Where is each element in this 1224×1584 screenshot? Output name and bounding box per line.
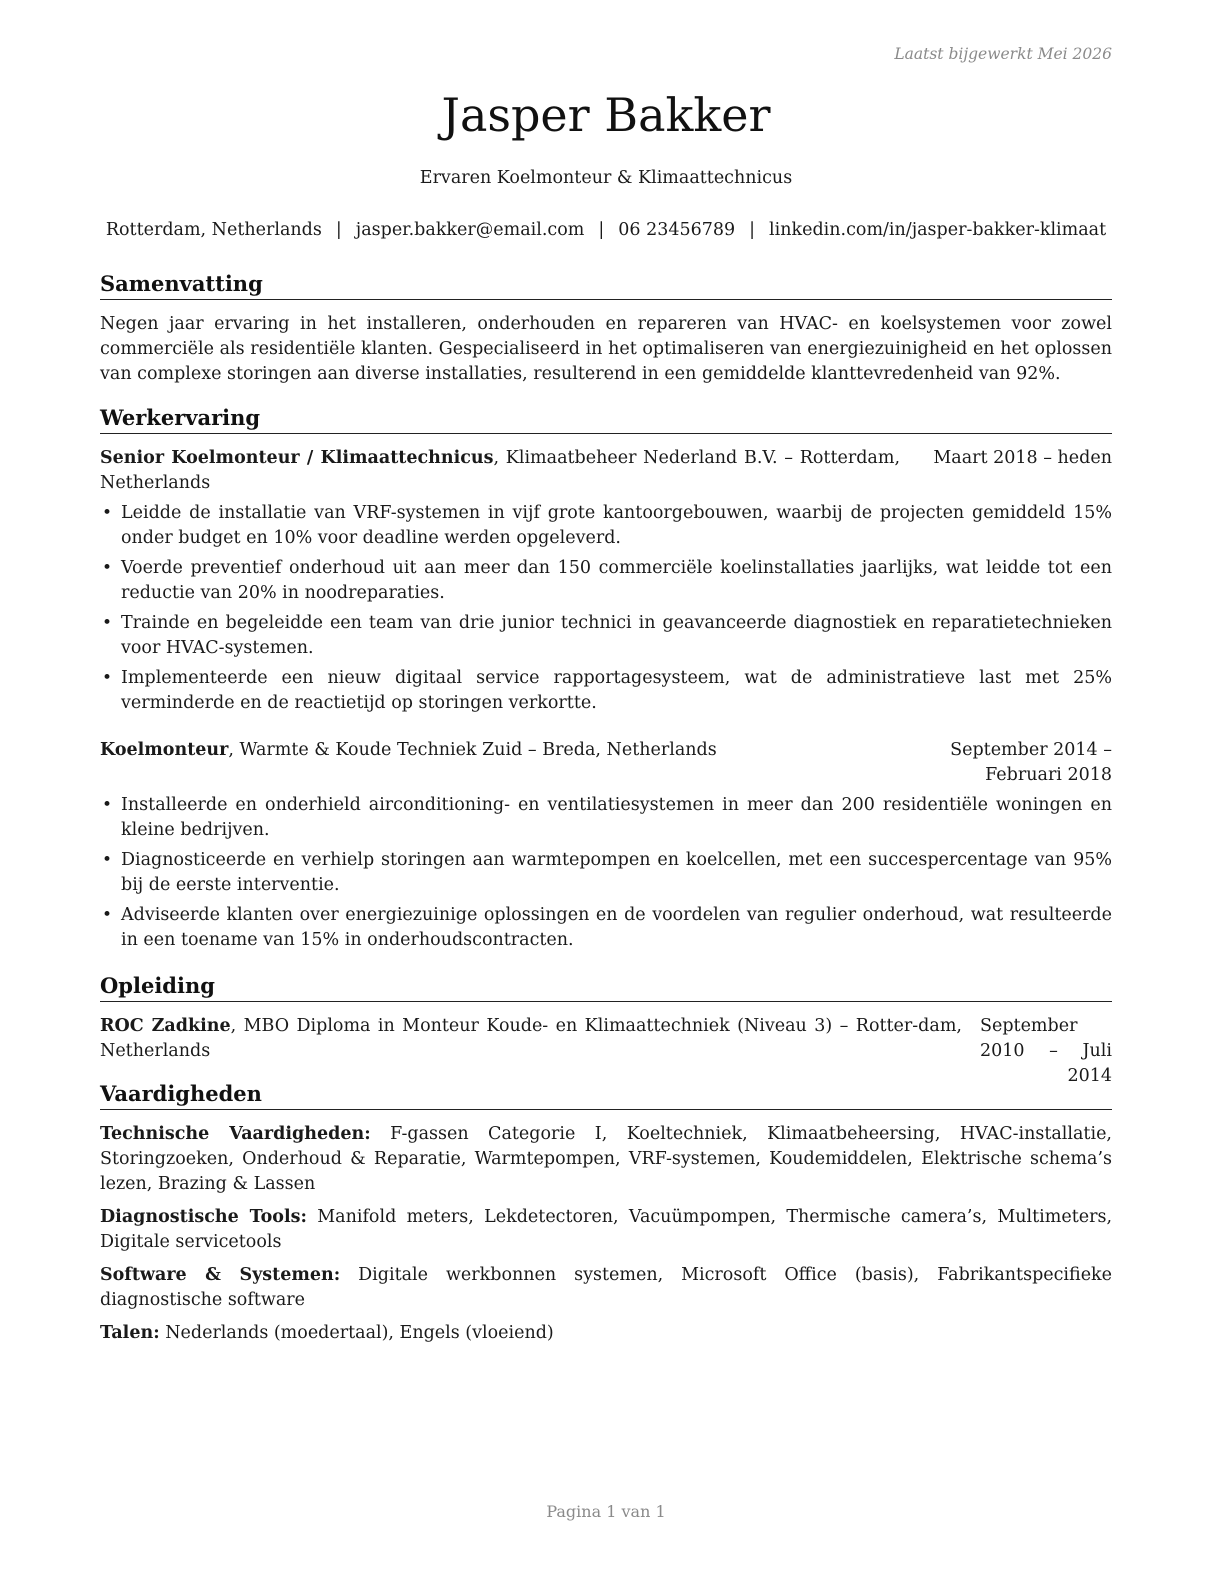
summary-heading: Samenvatting	[100, 270, 1112, 300]
skill-value: F-gassen Categorie I, Koeltechniek, Klimaatbeheersing, HVAC-installatie, Storingzoeken, Onderhoud & Reparatie, Warmtepompen, VRF-systemen, Koudemiddelen, Elektrische schema’s lezen, Brazing & Lassen	[100, 1124, 1112, 1195]
education-entry	[100, 1014, 1112, 1089]
education-school-detail	[100, 1014, 962, 1064]
job-company: , Klimaatbeheer Nederland B.V. – Rotterdam, Netherlands	[100, 448, 901, 494]
bullet-icon: •	[102, 905, 113, 926]
job-role: Koelmonteur	[100, 740, 229, 761]
skill-value: Manifold meters, Lekdetectoren, Vacuümpompen, Thermische camera’s, Multimeters, Digitale servicetools	[100, 1207, 1113, 1253]
list-item	[100, 556, 1112, 606]
education-heading: Opleiding	[100, 972, 1112, 1002]
skill-row	[100, 1321, 1112, 1346]
job-company: , Warmte & Koude Techniek Zuid – Breda, Netherlands	[228, 740, 717, 761]
list-item	[100, 848, 1112, 898]
bullet-text: Implementeerde een nieuw digitaal service rapportagesysteem, wat de administratieve last met 25% verminderde en de reactietijd op storingen verkortte.	[121, 668, 1112, 714]
skill-label: Software & Systemen:	[100, 1265, 341, 1286]
education-section	[100, 972, 1112, 1089]
education-detail: , MBO Diploma in Monteur Koude- en Klimaattechniek (Niveau 3) – Rotter-dam, Netherlands	[100, 1016, 962, 1062]
experience-section	[100, 404, 1112, 958]
list-item	[100, 666, 1112, 716]
bullet-icon: •	[102, 850, 113, 871]
bullet-icon: •	[102, 503, 113, 524]
job-role: Senior Koelmonteur / Klimaattechnicus	[100, 448, 494, 469]
contact-separator: |	[335, 220, 342, 240]
skills-section	[100, 1080, 1112, 1346]
skill-row	[100, 1263, 1112, 1313]
job-title-company	[100, 446, 900, 496]
bullet-text: Diagnosticeerde en verhielp storingen aan warmtepompen en koelcellen, met een succespercentage van 95% bij de eerste interventie.	[121, 850, 1112, 896]
skill-value: Nederlands (moedertaal), Engels (vloeiend)	[159, 1323, 554, 1344]
job-bullets	[100, 501, 1112, 716]
contact-location: Rotterdam, Netherlands	[105, 220, 322, 240]
bullet-text: Adviseerde klanten over energiezuinige oplossingen en de voordelen van regulier onderhoud, wat resulteerde in een toename van 15% in onderhoudscontracten.	[121, 905, 1112, 951]
last-updated-note: Laatst bijgewerkt Mei 2026	[894, 45, 1112, 63]
experience-heading: Werkervaring	[100, 404, 1112, 434]
contact-separator: |	[749, 220, 756, 240]
job-header	[100, 446, 1112, 496]
contact-linkedin[interactable]: linkedin.com/in/jasper-bakker-klimaat	[769, 220, 1107, 240]
contact-phone[interactable]: 06 23456789	[618, 220, 736, 240]
job-entry	[100, 446, 1112, 716]
contact-email[interactable]: jasper.bakker@email.com	[355, 220, 585, 240]
bullet-icon: •	[102, 795, 113, 816]
contact-separator: |	[598, 220, 605, 240]
job-dates: September 2014 – Februari 2018	[950, 740, 1112, 786]
education-dates: September 2010 – Juli 2014	[980, 1016, 1112, 1087]
list-item	[100, 501, 1112, 551]
list-item	[100, 793, 1112, 843]
job-dates: Maart 2018 – heden	[933, 448, 1112, 469]
education-header	[100, 1014, 1112, 1089]
skill-label: Technische Vaardigheden:	[100, 1124, 371, 1145]
skill-value: Digitale werkbonnen systemen, Microsoft Office (basis), Fabrikantspecifieke diagnostische software	[100, 1265, 1113, 1311]
education-school: ROC Zadkine	[100, 1016, 231, 1037]
skill-label: Diagnostische Tools:	[100, 1207, 307, 1228]
candidate-name: Jasper Bakker	[441, 88, 771, 142]
job-entry	[100, 738, 1112, 953]
page-number: Pagina 1 van 1	[546, 1502, 666, 1521]
resume-page	[100, 0, 1112, 1584]
candidate-headline: Ervaren Koelmonteur & Klimaattechnicus	[419, 168, 793, 188]
list-item	[100, 903, 1112, 953]
skill-label: Talen:	[100, 1323, 160, 1344]
bullet-text: Leidde de installatie van VRF-systemen in vijf grote kantoorgebouwen, waarbij de projecten gemiddeld 15% onder budget en 10% voor deadline werden opgeleverd.	[121, 503, 1112, 549]
bullet-text: Trainde en begeleidde een team van drie junior technici in geavanceerde diagnostiek en reparatietechnieken voor HVAC-systemen.	[121, 613, 1112, 659]
bullet-icon: •	[102, 558, 113, 579]
job-title-company	[100, 738, 862, 763]
bullet-icon: •	[102, 613, 113, 634]
skill-row	[100, 1122, 1112, 1197]
skill-row	[100, 1205, 1112, 1255]
summary-text: Negen jaar ervaring in het installeren, onderhouden en repareren van HVAC- en koelsystemen voor zowel commerciële als residentiële klanten. Gespecialiseerd in het optimaliseren van energiezuinigheid en het oplossen van complexe storingen aan diverse installaties, resulterend in een gemiddelde klanttevredenheid van 92%.	[100, 314, 1112, 385]
bullet-text: Voerde preventief onderhoud uit aan meer dan 150 commerciële koelinstallaties jaarlijks, wat leidde tot een reductie van 20% in noodreparaties.	[121, 558, 1112, 604]
list-item	[100, 611, 1112, 661]
bullet-text: Installeerde en onderhield airconditioning- en ventilatiesystemen in meer dan 200 residentiële woningen en kleine bedrijven.	[121, 795, 1112, 841]
job-header	[100, 738, 1112, 788]
job-bullets	[100, 793, 1112, 953]
contact-line	[100, 220, 1112, 240]
summary-section	[100, 270, 1112, 387]
bullet-icon: •	[102, 668, 113, 689]
skills-heading: Vaardigheden	[100, 1080, 1112, 1110]
